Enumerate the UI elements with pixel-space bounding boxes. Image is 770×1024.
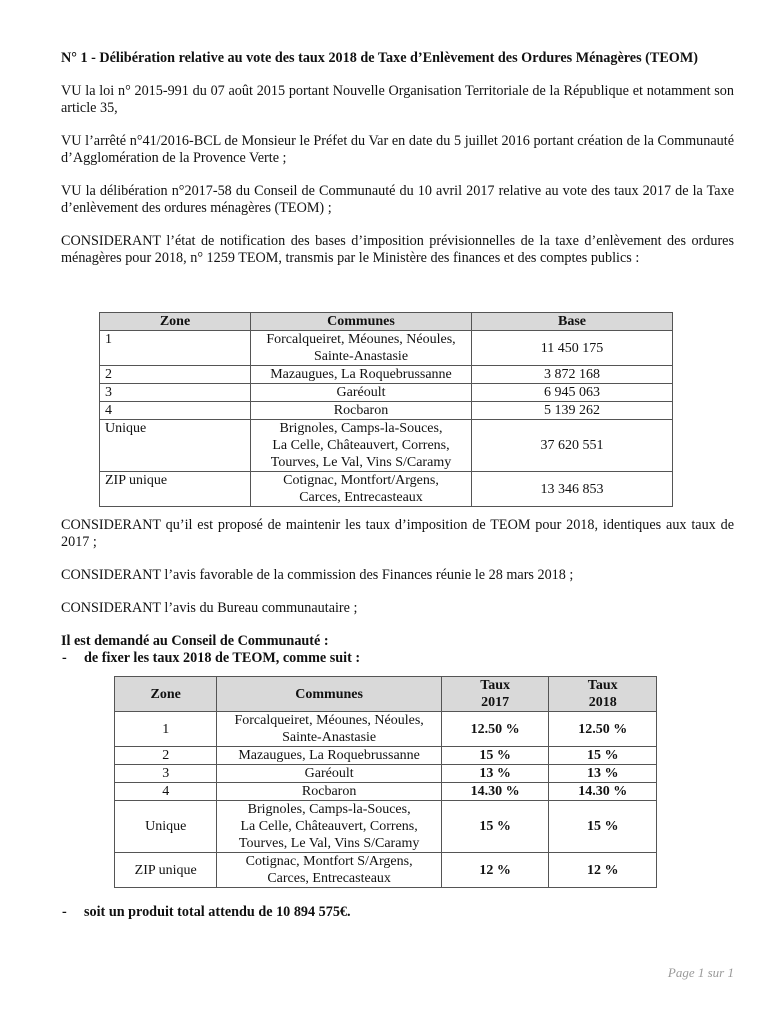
paragraph-considerant-bureau: CONSIDERANT l’avis du Bureau communautaire ; bbox=[61, 600, 358, 616]
taux-2017-cell: 15 % bbox=[441, 747, 549, 765]
table-row bbox=[100, 402, 673, 420]
paragraph-vu-deliberation: VU la délibération n°2017-58 du Conseil de Communauté du 10 avril 2017 relative au vote des taux 2017 de la Taxe d’enlèvement des ordures ménagères (TEOM) ; bbox=[61, 183, 734, 216]
dash-bullet: - bbox=[62, 904, 67, 920]
paragraph-vu-arrete: VU l’arrêté n°41/2016-BCL de Monsieur le Préfet du Var en date du 5 juillet 2016 portant création de la Communauté d’Agglomération de la Provence Verte ; bbox=[61, 133, 734, 166]
taux-2017-cell: 12.50 % bbox=[441, 712, 549, 747]
document-page bbox=[61, 50, 734, 920]
base-cell: 3 872 168 bbox=[472, 366, 673, 384]
list-item-produit bbox=[61, 904, 351, 921]
communes-cell: Rocbaron bbox=[217, 783, 441, 801]
column-header-zone: Zone bbox=[100, 313, 251, 331]
communes-cell: Cotignac, Montfort S/Argens, Carces, Entrecasteaux bbox=[217, 853, 441, 888]
taux-2018-cell: 14.30 % bbox=[549, 783, 657, 801]
dash-bullet: - bbox=[62, 650, 67, 666]
zone-cell: 2 bbox=[115, 747, 217, 765]
paragraph-considerant-bases: CONSIDERANT l’état de notification des bases d’imposition prévisionnelles de la taxe d’enlèvement des ordures ménagères pour 2018, n° 1259 TEOM, transmis par le Ministère des finances et des comptes publics : bbox=[61, 233, 734, 266]
zone-cell: 1 bbox=[115, 712, 217, 747]
paragraph-demande: Il est demandé au Conseil de Communauté : bbox=[61, 633, 329, 649]
taux-2017-cell: 13 % bbox=[441, 765, 549, 783]
table-row bbox=[115, 765, 657, 783]
base-cell: 13 346 853 bbox=[472, 472, 673, 507]
taux-2017-cell: 12 % bbox=[441, 853, 549, 888]
communes-cell: Forcalqueiret, Méounes, Néoules, Sainte-Anastasie bbox=[217, 712, 441, 747]
communes-cell: Garéoult bbox=[251, 384, 472, 402]
taux-table bbox=[114, 676, 657, 888]
paragraph-vu-loi: VU la loi n° 2015-991 du 07 août 2015 portant Nouvelle Organisation Territoriale de la République et notamment son article 35, bbox=[61, 83, 734, 116]
communes-cell: Cotignac, Montfort/Argens, Carces, Entrecasteaux bbox=[251, 472, 472, 507]
communes-cell: Brignoles, Camps-la-Souces, La Celle, Châteauvert, Correns, Tourves, Le Val, Vins S/Caramy bbox=[217, 801, 441, 853]
base-cell: 37 620 551 bbox=[472, 420, 673, 472]
column-header-communes: Communes bbox=[217, 677, 441, 712]
paragraph-considerant-maintien: CONSIDERANT qu’il est proposé de maintenir les taux d’imposition de TEOM pour 2018, identiques aux taux de 2017 ; bbox=[61, 517, 734, 550]
list-item-text: soit un produit total attendu de 10 894 575€. bbox=[84, 904, 351, 920]
zone-cell: ZIP unique bbox=[115, 853, 217, 888]
bases-table bbox=[99, 312, 673, 507]
list-item-fixer bbox=[61, 650, 734, 667]
taux-2017-cell: 15 % bbox=[441, 801, 549, 853]
taux-2018-cell: 12.50 % bbox=[549, 712, 657, 747]
taux-2017-cell: 14.30 % bbox=[441, 783, 549, 801]
table-row bbox=[115, 853, 657, 888]
communes-cell: Garéoult bbox=[217, 765, 441, 783]
communes-cell: Mazaugues, La Roquebrussanne bbox=[251, 366, 472, 384]
base-cell: 5 139 262 bbox=[472, 402, 673, 420]
table-row bbox=[115, 712, 657, 747]
document-title: N° 1 - Délibération relative au vote des taux 2018 de Taxe d’Enlèvement des Ordures Ménagères (TEOM) bbox=[61, 50, 698, 66]
zone-cell: Unique bbox=[115, 801, 217, 853]
zone-cell: 1 bbox=[100, 331, 251, 366]
communes-cell: Rocbaron bbox=[251, 402, 472, 420]
column-header-taux-2018: Taux 2018 bbox=[549, 677, 657, 712]
table-row bbox=[100, 384, 673, 402]
table-row bbox=[115, 801, 657, 853]
column-header-taux-2017: Taux 2017 bbox=[441, 677, 549, 712]
base-cell: 11 450 175 bbox=[472, 331, 673, 366]
taux-table-header bbox=[115, 677, 657, 712]
communes-cell: Brignoles, Camps-la-Souces, La Celle, Châteauvert, Correns, Tourves, Le Val, Vins S/Caramy bbox=[251, 420, 472, 472]
table-row bbox=[115, 783, 657, 801]
taux-2018-cell: 12 % bbox=[549, 853, 657, 888]
zone-cell: ZIP unique bbox=[100, 472, 251, 507]
list-item-text: de fixer les taux 2018 de TEOM, comme suit : bbox=[84, 650, 361, 666]
taux-2018-cell: 15 % bbox=[549, 801, 657, 853]
zone-cell: Unique bbox=[100, 420, 251, 472]
base-cell: 6 945 063 bbox=[472, 384, 673, 402]
paragraph-considerant-commission: CONSIDERANT l’avis favorable de la commission des Finances réunie le 28 mars 2018 ; bbox=[61, 567, 574, 583]
table-row bbox=[100, 420, 673, 472]
column-header-base: Base bbox=[472, 313, 673, 331]
zone-cell: 2 bbox=[100, 366, 251, 384]
table-row bbox=[100, 472, 673, 507]
table-row bbox=[100, 331, 673, 366]
page-footer: Page 1 sur 1 bbox=[667, 965, 734, 980]
zone-cell: 3 bbox=[115, 765, 217, 783]
zone-cell: 4 bbox=[100, 402, 251, 420]
table-row bbox=[115, 747, 657, 765]
bases-table-header bbox=[100, 313, 673, 331]
communes-cell: Mazaugues, La Roquebrussanne bbox=[217, 747, 441, 765]
taux-2018-cell: 15 % bbox=[549, 747, 657, 765]
communes-cell: Forcalqueiret, Méounes, Néoules, Sainte-Anastasie bbox=[251, 331, 472, 366]
taux-2018-cell: 13 % bbox=[549, 765, 657, 783]
column-header-zone: Zone bbox=[115, 677, 217, 712]
zone-cell: 4 bbox=[115, 783, 217, 801]
column-header-communes: Communes bbox=[251, 313, 472, 331]
zone-cell: 3 bbox=[100, 384, 251, 402]
table-row bbox=[100, 366, 673, 384]
